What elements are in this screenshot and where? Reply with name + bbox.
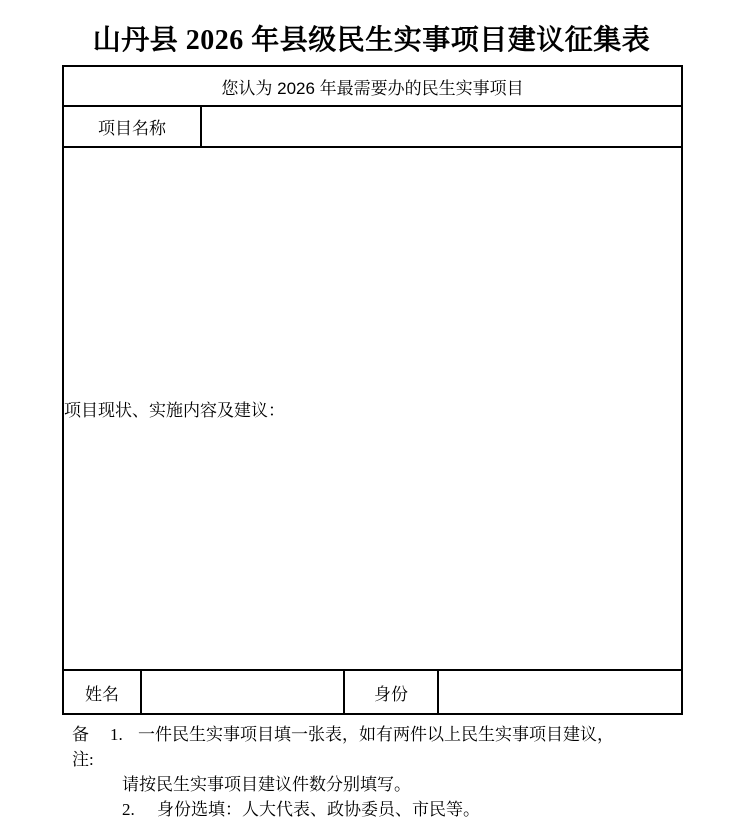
detail-label: 项目现状、实施内容及建议：: [64, 401, 285, 420]
question-row: [63, 66, 682, 106]
note-1-text-line-1: 一件民生实事项目填一张表，如有两件以上民生实事项目建议，: [138, 725, 614, 744]
notes-section: [72, 722, 692, 822]
signature-row: [63, 670, 682, 714]
note-1-number: 1.: [110, 725, 123, 744]
note-line-1: [72, 722, 692, 772]
detail-row: [63, 147, 682, 670]
note-1-text-line-2: 请按民生实事项目建议件数分别填写。: [122, 775, 411, 794]
name-field[interactable]: [141, 670, 344, 714]
identity-label: 身份: [344, 670, 438, 714]
name-label: 姓名: [63, 670, 141, 714]
project-name-field[interactable]: [201, 106, 682, 147]
note-2-text: 身份选填：人大代表、政协委员、市民等。: [157, 800, 480, 819]
form-table: [62, 65, 683, 715]
note-line-3: [122, 797, 692, 822]
identity-field[interactable]: [438, 670, 682, 714]
note-2-number: 2.: [122, 800, 135, 819]
question-cell: 您认为 2026 年最需要办的民生实事项目: [63, 66, 682, 106]
page-title: 山丹县 2026 年县级民生实事项目建议征集表: [92, 25, 651, 56]
project-name-label: 项目名称: [63, 106, 201, 147]
project-name-row: [63, 106, 682, 147]
detail-field[interactable]: [63, 147, 682, 670]
notes-label: 备注:: [72, 725, 94, 769]
